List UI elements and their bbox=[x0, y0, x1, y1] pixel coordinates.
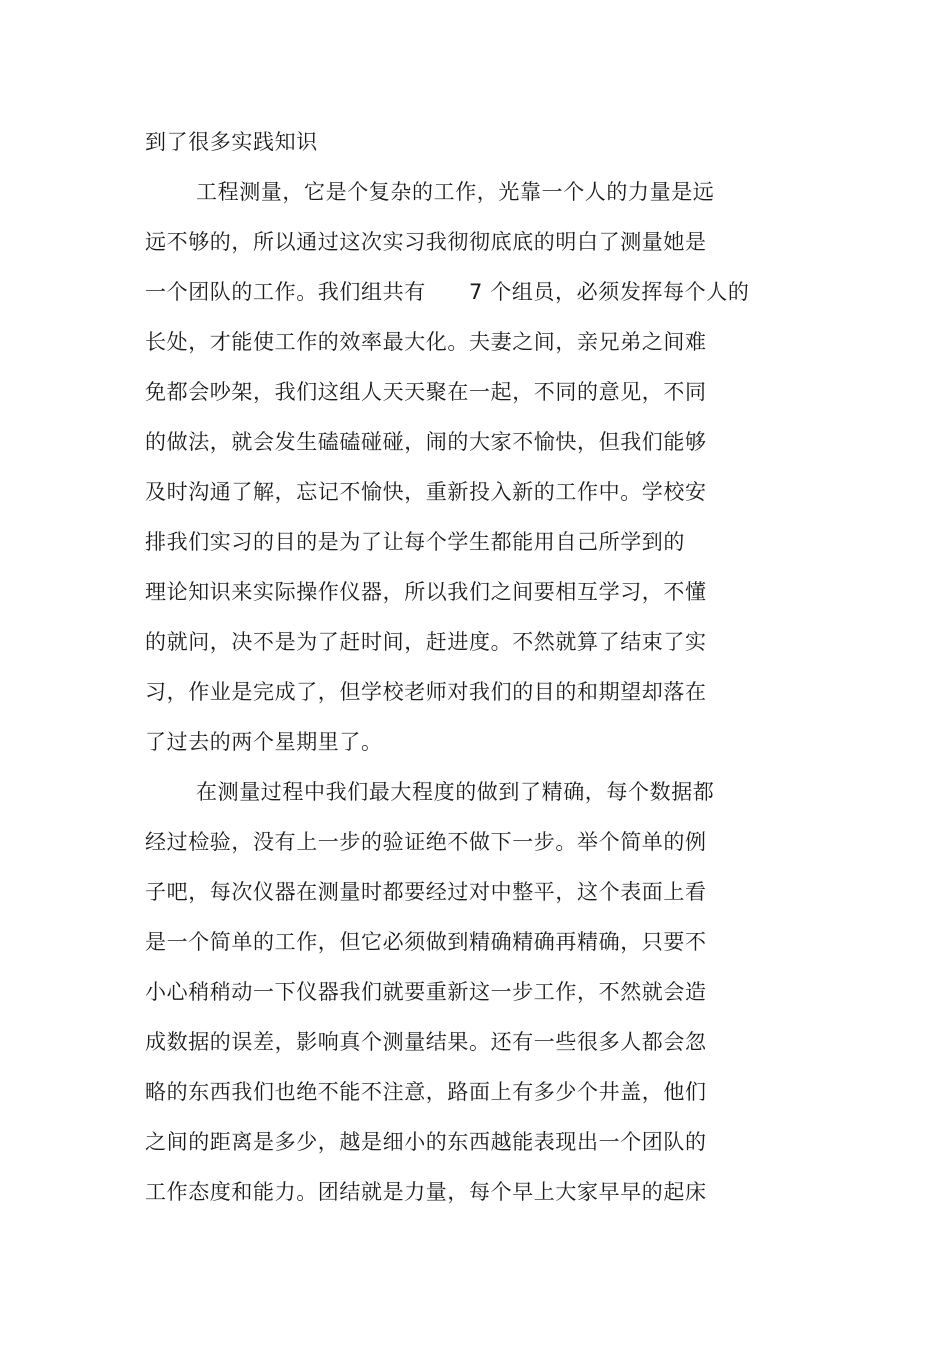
text-line: 理论知识来实际操作仪器，所以我们之间要相互学习，不懂 bbox=[145, 580, 707, 604]
text-line: 成数据的误差，影响真个测量结果。还有一些很多人都会忽 bbox=[145, 1030, 707, 1054]
text-line: 免都会吵架，我们这组人天天聚在一起，不同的意见，不同 bbox=[145, 380, 707, 404]
text-line: 习，作业是完成了，但学校老师对我们的目的和期望却落在 bbox=[145, 680, 707, 704]
text-line: 到了很多实践知识 bbox=[145, 130, 318, 154]
text-line: 远不够的，所以通过这次实习我彻彻底底的明白了测量她是 bbox=[145, 230, 707, 254]
text-line: 的做法，就会发生磕磕碰碰，闹的大家不愉快，但我们能够 bbox=[145, 430, 707, 454]
text-line: 一个团队的工作。我们组共有 7 个组员，必须发挥每个人的 bbox=[145, 280, 750, 304]
text-line: 工作态度和能力。团结就是力量，每个早上大家早早的起床 bbox=[145, 1180, 707, 1204]
text-line: 之间的距离是多少，越是细小的东西越能表现出一个团队的 bbox=[145, 1130, 707, 1154]
text-line: 经过检验，没有上一步的验证绝不做下一步。举个简单的例 bbox=[145, 830, 707, 854]
text-line: 排我们实习的目的是为了让每个学生都能用自己所学到的 bbox=[145, 530, 685, 554]
text-line: 是一个简单的工作，但它必须做到精确精确再精确，只要不 bbox=[145, 930, 707, 954]
text-line: 子吧，每次仪器在测量时都要经过对中整平，这个表面上看 bbox=[145, 880, 707, 904]
text-line: 长处，才能使工作的效率最大化。夫妻之间，亲兄弟之间难 bbox=[145, 330, 707, 354]
text-line: 了过去的两个星期里了。 bbox=[145, 730, 383, 754]
text-line: 的就问，决不是为了赶时间，赶进度。不然就算了结束了实 bbox=[145, 630, 707, 654]
paragraph-first-line: 工程测量，它是个复杂的工作，光靠一个人的力量是远 bbox=[196, 180, 715, 204]
text-line: 小心稍稍动一下仪器我们就要重新这一步工作，不然就会造 bbox=[145, 980, 707, 1004]
paragraph-first-line: 在测量过程中我们最大程度的做到了精确，每个数据都 bbox=[196, 780, 715, 804]
text-line: 略的东西我们也绝不能不注意，路面上有多少个井盖，他们 bbox=[145, 1080, 707, 1104]
text-line: 及时沟通了解，忘记不愉快，重新投入新的工作中。学校安 bbox=[145, 480, 707, 504]
